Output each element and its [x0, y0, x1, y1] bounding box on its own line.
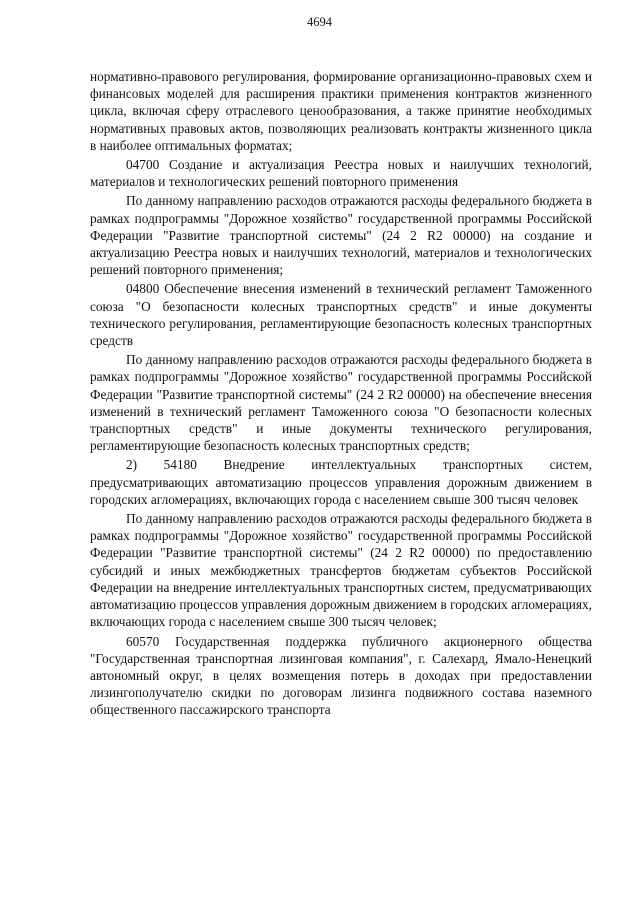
- page-number: 4694: [307, 15, 332, 29]
- document-body: [90, 68, 592, 721]
- paragraph-60570-heading: 60570 Государственная поддержка публичного акционерного общества "Государственная транспортная лизинговая компания", г. Салехард, Ямало-Ненецкий автономный округ, в целях возмещения потерь в доходах при предоставлении лизингополучателю скидки по договорам лизинга подвижного состава наземного общественного пассажирского транспорта: [90, 633, 592, 718]
- paragraph-54180-description: По данному направлению расходов отражаются расходы федерального бюджета в рамках подпрограммы "Дорожное хозяйство" государственной программы Российской Федерации "Развитие транспортной системы" (24 2 R2 00000) по предоставлению субсидий и иных межбюджетных трансфертов бюджетам субъектов Российской Федерации на внедрение интеллектуальных транспортных систем, предусматривающих автоматизацию процессов управления дорожным движением в городских агломерациях, включающих города с населением свыше 300 тысяч человек;: [90, 511, 592, 630]
- paragraph-04800-heading: 04800 Обеспечение внесения изменений в технический регламент Таможенного союза "О безопасности колесных транспортных средств" и иные документы технического регулирования, регламентирующие безопасность колесных транспортных средств: [90, 281, 592, 349]
- paragraph-regulation-continuation: нормативно-правового регулирования, формирование организационно-правовых схем и финансовых моделей для расширения практики применения контрактов жизненного цикла, включая сферу отраслевого ценообразования, а также принятие необходимых нормативных правовых актов, позволяющих реализовать контракты жизненного цикла в наиболее оптимальных форматах;: [90, 69, 592, 153]
- paragraph-04800-description: По данному направлению расходов отражаются расходы федерального бюджета в рамках подпрограммы "Дорожное хозяйство" государственной программы Российской Федерации "Развитие транспортной системы" (24 2 R2 00000) на обеспечение внесения изменений в технический регламент Таможенного союза "О безопасности колесных транспортных средств" и иные документы технического регулирования, регламентирующие безопасность колесных транспортных средств;: [90, 352, 592, 454]
- paragraph-04700-heading: 04700 Создание и актуализация Реестра новых и наилучших технологий, материалов и технологических решений повторного применения: [90, 157, 592, 190]
- paragraph-04700-description: По данному направлению расходов отражаются расходы федерального бюджета в рамках подпрограммы "Дорожное хозяйство" государственной программы Российской Федерации "Развитие транспортной системы" (24 2 R2 00000) на создание и актуализацию Реестра новых и наилучших технологий, материалов и технологических решений повторного применения;: [90, 193, 592, 278]
- paragraph-54180-heading: 2) 54180 Внедрение интеллектуальных транспортных систем, предусматривающих автоматизацию процессов управления дорожным движением в городских агломерациях, включающих города с населением свыше 300 тысяч человек: [90, 457, 592, 507]
